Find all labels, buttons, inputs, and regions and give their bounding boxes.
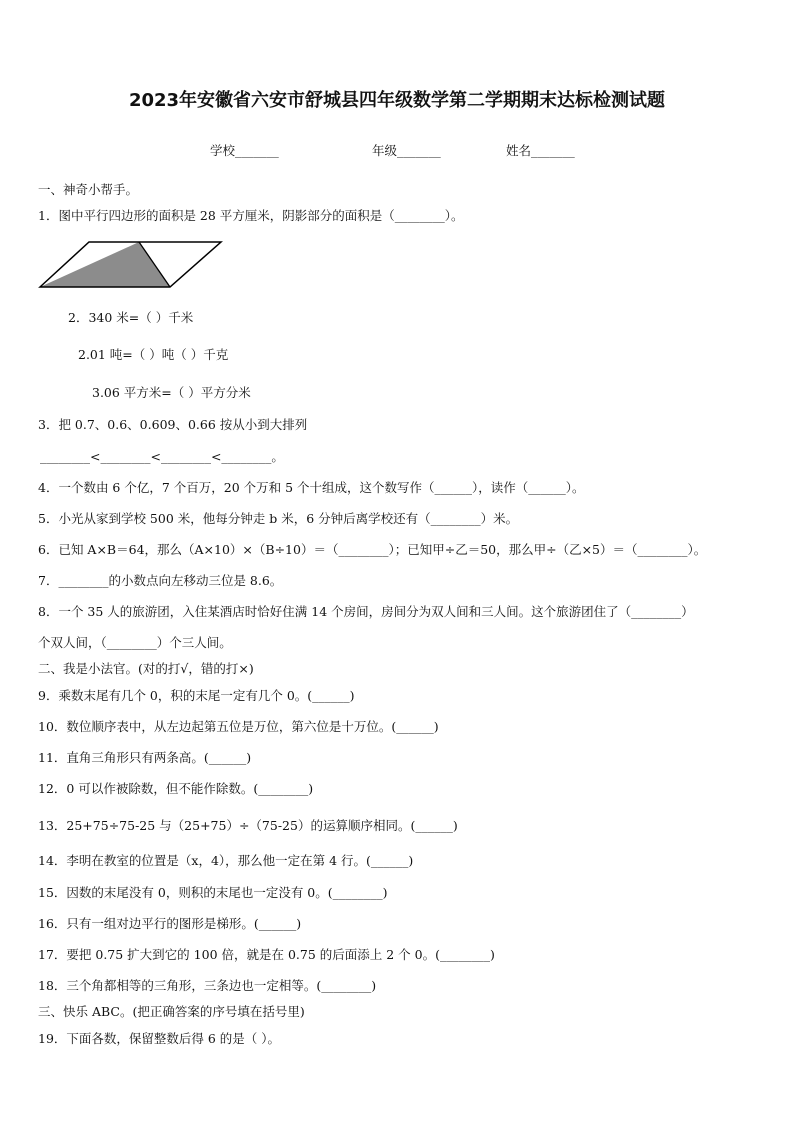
- question-19: 19．下面各数，保留整数后得 6 的是（ ）。: [38, 1031, 281, 1046]
- shaded-triangle: [40, 242, 170, 287]
- question-8b: 个双人间，（________）个三人间。: [38, 635, 232, 650]
- parallelogram-icon: [38, 240, 228, 290]
- question-3: 3．把 0.7、0.6、0.609、0.66 按从小到大排列: [38, 417, 308, 432]
- page-title: 2023年安徽省六安市舒城县四年级数学第二学期期末达标检测试题: [128, 90, 666, 111]
- question-17: 17．要把 0.75 扩大到它的 100 倍，就是在 0.75 的后面添上 2 个 0。(________): [38, 947, 495, 962]
- question-7: 7．________的小数点向左移动三位是 8.6。: [38, 573, 283, 588]
- school-field: 学校_______: [210, 143, 279, 158]
- parallelogram-figure: [38, 240, 228, 294]
- question-9: 9．乘数末尾有几个 0，积的末尾一定有几个 0。(______): [38, 688, 355, 703]
- question-2a: 2．340 米=（ ）千米: [68, 310, 194, 325]
- question-4: 4．一个数由 6 个亿，7 个百万，20 个万和 5 个十组成，这个数写作（______），读作（______）。: [38, 480, 585, 495]
- question-2b: 2.01 吨=（ ）吨（ ）千克: [78, 347, 229, 362]
- question-12: 12．0 可以作被除数，但不能作除数。(________): [38, 781, 314, 796]
- question-8a: 8．一个 35 人的旅游团，入住某酒店时恰好住满 14 个房间，房间分为双人间和三人间。这个旅游团住了（________）: [38, 604, 694, 619]
- question-13: 13．25+75÷75-25 与（25+75）÷（75-25）的运算顺序相同。(______): [38, 818, 458, 833]
- question-14: 14．李明在教室的位置是（x，4），那么他一定在第 4 行。(______): [38, 853, 414, 868]
- question-5: 5．小光从家到学校 500 米，他每分钟走 b 米，6 分钟后离学校还有（________）米。: [38, 511, 519, 526]
- grade-field: 年级_______: [372, 143, 441, 158]
- section-2-heading: 二、我是小法官。(对的打√，错的打×): [38, 661, 254, 676]
- question-3-blanks: ________<________<________<________。: [40, 449, 284, 464]
- name-field: 姓名_______: [506, 143, 575, 158]
- section-3-heading: 三、快乐 ABC。(把正确答案的序号填在括号里): [38, 1004, 305, 1019]
- question-15: 15．因数的末尾没有 0，则积的末尾也一定没有 0。(________): [38, 885, 388, 900]
- question-2c: 3.06 平方米=（ ）平方分米: [92, 385, 251, 400]
- question-11: 11．直角三角形只有两条高。(______): [38, 750, 252, 765]
- question-10: 10．数位顺序表中，从左边起第五位是万位，第六位是十万位。(______): [38, 719, 439, 734]
- question-18: 18．三个角都相等的三角形，三条边也一定相等。(________): [38, 978, 377, 993]
- section-1-heading: 一、神奇小帮手。: [38, 182, 139, 197]
- question-16: 16．只有一组对边平行的图形是梯形。(______): [38, 916, 302, 931]
- question-1: 1．图中平行四边形的面积是 28 平方厘米，阴影部分的面积是（________）。: [38, 208, 464, 223]
- question-6: 6．已知 A×B＝64，那么（A×10）×（B÷10）＝（________）；已知甲÷乙＝50，那么甲÷（乙×5）＝（________）。: [38, 542, 707, 557]
